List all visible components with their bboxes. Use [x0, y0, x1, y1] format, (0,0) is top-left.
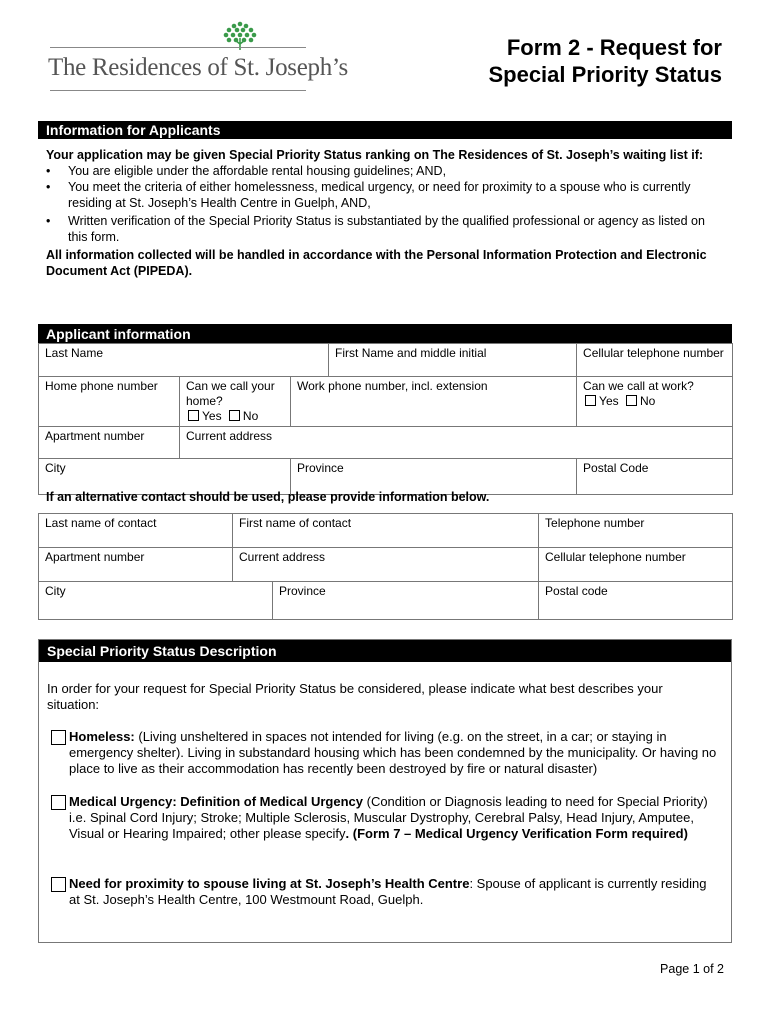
call-home-no-checkbox[interactable]: [229, 410, 240, 421]
city-label: City: [45, 461, 66, 475]
medical-label: Medical Urgency: Definition of Medical Urgency: [69, 794, 363, 809]
contact-first-name-field[interactable]: [233, 514, 539, 548]
work-phone-field[interactable]: [291, 377, 577, 427]
form-title: [422, 34, 722, 88]
call-work-cell: [577, 377, 733, 427]
call-home-yes-checkbox[interactable]: [188, 410, 199, 421]
applicant-section-heading: Applicant information: [38, 324, 732, 344]
proximity-label: Need for proximity to spouse living at St. Joseph’s Health Centre: [69, 876, 470, 891]
form-title-line2: Special Priority Status: [488, 62, 722, 87]
homeless-label: Homeless:: [69, 729, 135, 744]
medical-description: (Condition or Diagnosis leading to need for Special Priority) i.e. Spinal Cord Injury; Stroke; Multiple Sclerosis, Muscular Dystrophy, Cerebral Palsy, Head Injury, Amputee, Visual or Hearing Impaired; other please specify: [69, 794, 708, 841]
apartment-label: Apartment number: [45, 429, 145, 443]
province-label: Province: [297, 461, 344, 475]
contact-apartment-label: Apartment number: [45, 550, 145, 564]
address-field[interactable]: [180, 427, 733, 459]
first-name-label: First Name and middle initial: [335, 346, 487, 360]
logo-text: The Residences of St. Joseph’s: [48, 54, 348, 81]
call-home-label: Can we call your home?: [186, 379, 275, 408]
privacy-notice: All information collected will be handled in accordance with the Personal Information Protection and Electronic Document Act (PIPEDA).: [46, 248, 707, 278]
page-number: Page 1 of 2: [660, 962, 724, 976]
last-name-label: Last Name: [45, 346, 104, 360]
eligibility-list: [46, 163, 726, 245]
contact-first-name-label: First name of contact: [239, 516, 352, 530]
call-work-label: Can we call at work?: [583, 379, 694, 393]
logo-rule-bottom: [50, 90, 306, 91]
home-phone-label: Home phone number: [45, 379, 158, 393]
info-intro: Your application may be given Special Priority Status ranking on The Residences of St. Joseph’s waiting list if:: [46, 148, 704, 162]
proximity-text: [49, 876, 717, 908]
homeless-description: (Living unsheltered in spaces not intended for living (e.g. on the street, in a car; or staying in emergency shelter). Living in substandard housing which has been condemned by the municipality. Or having no place to live as their accommodation has recently been destroyed by fire or natural disaster): [69, 729, 717, 776]
homeless-checkbox[interactable]: [51, 730, 66, 745]
medical-text: [49, 794, 717, 842]
cell-phone-label: Cellular telephone number: [583, 346, 724, 360]
eligibility-item: • You are eligible under the affordable rental housing guidelines; AND,: [46, 163, 726, 179]
proximity-option: [49, 876, 717, 908]
medical-checkbox[interactable]: [51, 795, 66, 810]
logo: [48, 20, 348, 94]
eligibility-item: • You meet the criteria of either homelessness, medical urgency, or need for proximity to a spouse who is currently residing at St. Joseph’s Health Centre in Guelph, AND,: [46, 179, 726, 211]
work-phone-label: Work phone number, incl. extension: [297, 379, 488, 393]
contact-province-field[interactable]: [273, 582, 539, 620]
sps-intro: In order for your request for Special Priority Status be considered, please indicate what best describes your situation:: [47, 681, 663, 712]
address-label: Current address: [186, 429, 273, 443]
contact-last-name-field[interactable]: [39, 514, 233, 548]
call-home-no-label: No: [242, 409, 259, 423]
first-name-field[interactable]: [329, 344, 577, 377]
sps-heading: Special Priority Status Description: [39, 640, 731, 662]
contact-city-label: City: [45, 584, 66, 598]
contact-cell-field[interactable]: [539, 548, 733, 582]
contact-postal-field[interactable]: [539, 582, 733, 620]
proximity-checkbox[interactable]: [51, 877, 66, 892]
contact-city-field[interactable]: [39, 582, 273, 620]
call-home-cell: [180, 377, 291, 427]
homeless-text: [49, 729, 717, 777]
call-work-no-checkbox[interactable]: [626, 395, 637, 406]
contact-province-label: Province: [279, 584, 326, 598]
contact-address-field[interactable]: [233, 548, 539, 582]
apartment-field[interactable]: [39, 427, 180, 459]
contact-last-name-label: Last name of contact: [45, 516, 157, 530]
call-work-yes-label: Yes: [599, 394, 619, 408]
call-work-yes-checkbox[interactable]: [585, 395, 596, 406]
contact-cell-label: Cellular telephone number: [545, 550, 686, 564]
call-home-yes-label: Yes: [202, 409, 222, 423]
alt-contact-heading: If an alternative contact should be used, please provide information below.: [46, 490, 490, 504]
cell-phone-field[interactable]: [577, 344, 733, 377]
homeless-option: [49, 729, 717, 777]
postal-code-field[interactable]: [577, 459, 733, 495]
call-work-no-label: No: [639, 394, 656, 408]
proximity-description: : Spouse of applicant is currently residing at St. Joseph’s Health Centre, 100 Westmount Road, Guelph.: [69, 876, 707, 907]
contact-apartment-field[interactable]: [39, 548, 233, 582]
tree-logo-icon: [218, 20, 262, 56]
info-section-heading: Information for Applicants: [38, 121, 732, 139]
contact-telephone-label: Telephone number: [545, 516, 645, 530]
medical-form-note: . (Form 7 – Medical Urgency Verification Form required): [345, 826, 688, 841]
eligibility-item: • Written verification of the Special Priority Status is substantiated by the qualified professional or agency as listed on this form.: [46, 213, 726, 245]
postal-code-label: Postal Code: [583, 461, 649, 475]
sps-section: [38, 639, 732, 943]
contact-telephone-field[interactable]: [539, 514, 733, 548]
form-title-line1: Form 2 - Request for: [506, 35, 722, 60]
info-section-body: [46, 147, 726, 279]
last-name-field[interactable]: [39, 344, 329, 377]
home-phone-field[interactable]: [39, 377, 180, 427]
medical-option: [49, 794, 717, 842]
logo-rule-top: [50, 47, 306, 48]
applicant-table: [38, 343, 733, 495]
contact-postal-label: Postal code: [545, 584, 608, 598]
alt-contact-table: [38, 513, 733, 620]
contact-address-label: Current address: [239, 550, 326, 564]
